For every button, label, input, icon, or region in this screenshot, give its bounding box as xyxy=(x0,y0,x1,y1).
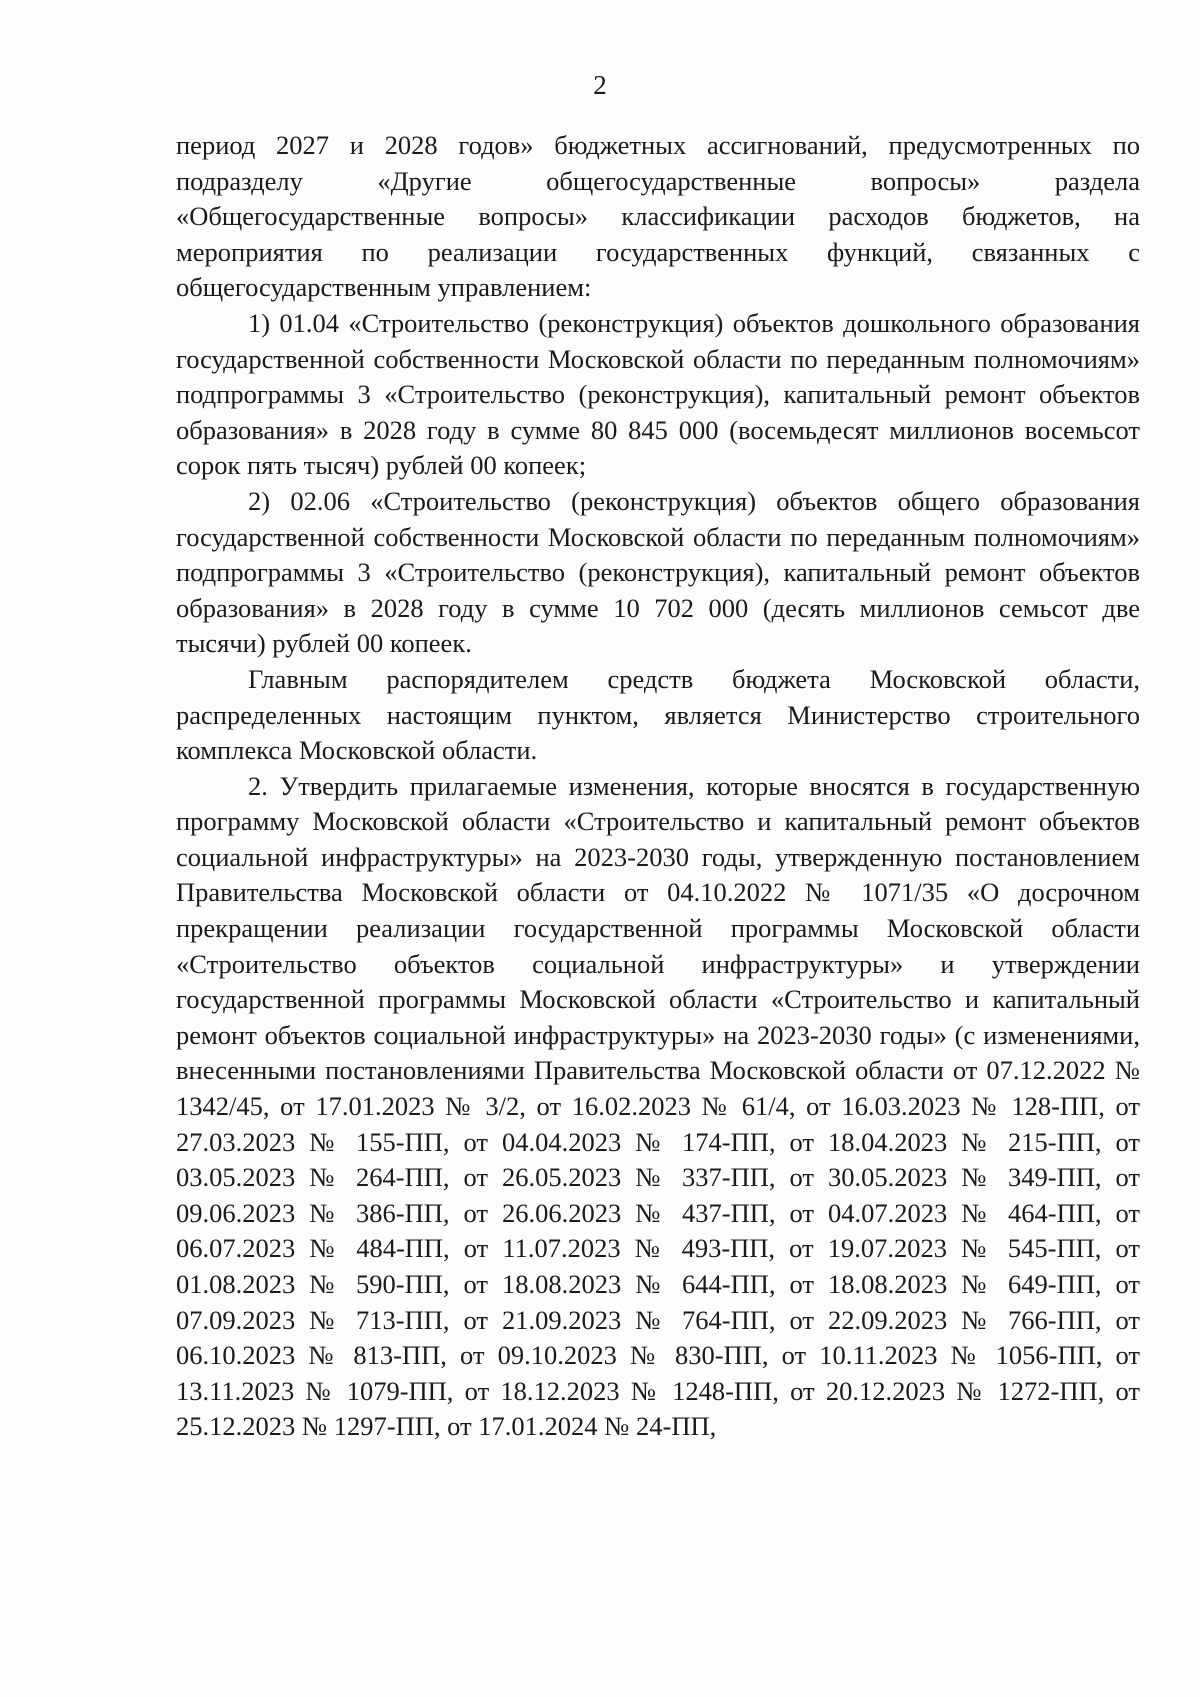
page-number: 2 xyxy=(593,70,607,100)
document-body xyxy=(176,128,1140,1445)
paragraph-budget-period: период 2027 и 2028 годов» бюджетных ассигнований, предусмотренных по подразделу «Другие общегосударственные вопросы» раздела «Общегосударственные вопросы» классификации расходов бюджетов, на мероприятия по реализации государственных функций, связанных с общегосударственным управлением: xyxy=(176,130,1140,303)
paragraph-chief-administrator: Главным распорядителем средств бюджета Московской области, распределенных настоящим пунктом, является Министерство строительного комплекса Московской области. xyxy=(176,663,1140,766)
paragraph-item-general-education: 2) 02.06 «Строительство (реконструкция) объектов общего образования государственной собственности Московской области по переданным полномочиям» подпрограммы 3 «Строительство (реконструкция), капитальный ремонт объектов образования» в 2028 году в сумме 10 702 000 (десять миллионов семьсот две тысячи) рублей 00 копеек. xyxy=(176,485,1140,659)
paragraph-item-preschool: 1) 01.04 «Строительство (реконструкция) объектов дошкольного образования государственной собственности Московской области по переданным полномочиям» подпрограммы 3 «Строительство (реконструкция), капитальный ремонт объектов образования» в 2028 году в сумме 80 845 000 (восемьдесят миллионов восемьсот сорок пять тысяч) рублей 00 копеек; xyxy=(176,307,1140,481)
paragraph-approve-changes: 2. Утвердить прилагаемые изменения, которые вносятся в государственную программу Московской области «Строительство и капитальный ремонт объектов социальной инфраструктуры» на 2023-2030 годы, утвержденную постановлением Правительства Московской области от 04.10.2022 № 1071/35 «О досрочном прекращении реализации государственной программы Московской области «Строительство объектов социальной инфраструктуры» и утверждении государственной программы Московской области «Строительство и капитальный ремонт объектов социальной инфраструктуры» на 2023-2030 годы» (с изменениями, внесенными постановлениями Правительства Московской области от 07.12.2022 № 1342/45, от 17.01.2023 № 3/2, от 16.02.2023 № 61/4, от 16.03.2023 № 128-ПП, от 27.03.2023 № 155-ПП, от 04.04.2023 № 174-ПП, от 18.04.2023 № 215-ПП, от 03.05.2023 № 264-ПП, от 26.05.2023 № 337-ПП, от 30.05.2023 № 349-ПП, от 09.06.2023 № 386-ПП, от 26.06.2023 № 437-ПП, от 04.07.2023 № 464-ПП, от 06.07.2023 № 484-ПП, от 11.07.2023 № 493-ПП, от 19.07.2023 № 545-ПП, от 01.08.2023 № 590-ПП, от 18.08.2023 № 644-ПП, от 18.08.2023 № 649-ПП, от 07.09.2023 № 713-ПП, от 21.09.2023 № 764-ПП, от 22.09.2023 № 766-ПП, от 06.10.2023 № 813-ПП, от 09.10.2023 № 830-ПП, от 10.11.2023 № 1056-ПП, от 13.11.2023 № 1079-ПП, от 18.12.2023 № 1248-ПП, от 20.12.2023 № 1272-ПП, от 25.12.2023 № 1297-ПП, от 17.01.2024 № 24-ПП, xyxy=(176,770,1140,1442)
